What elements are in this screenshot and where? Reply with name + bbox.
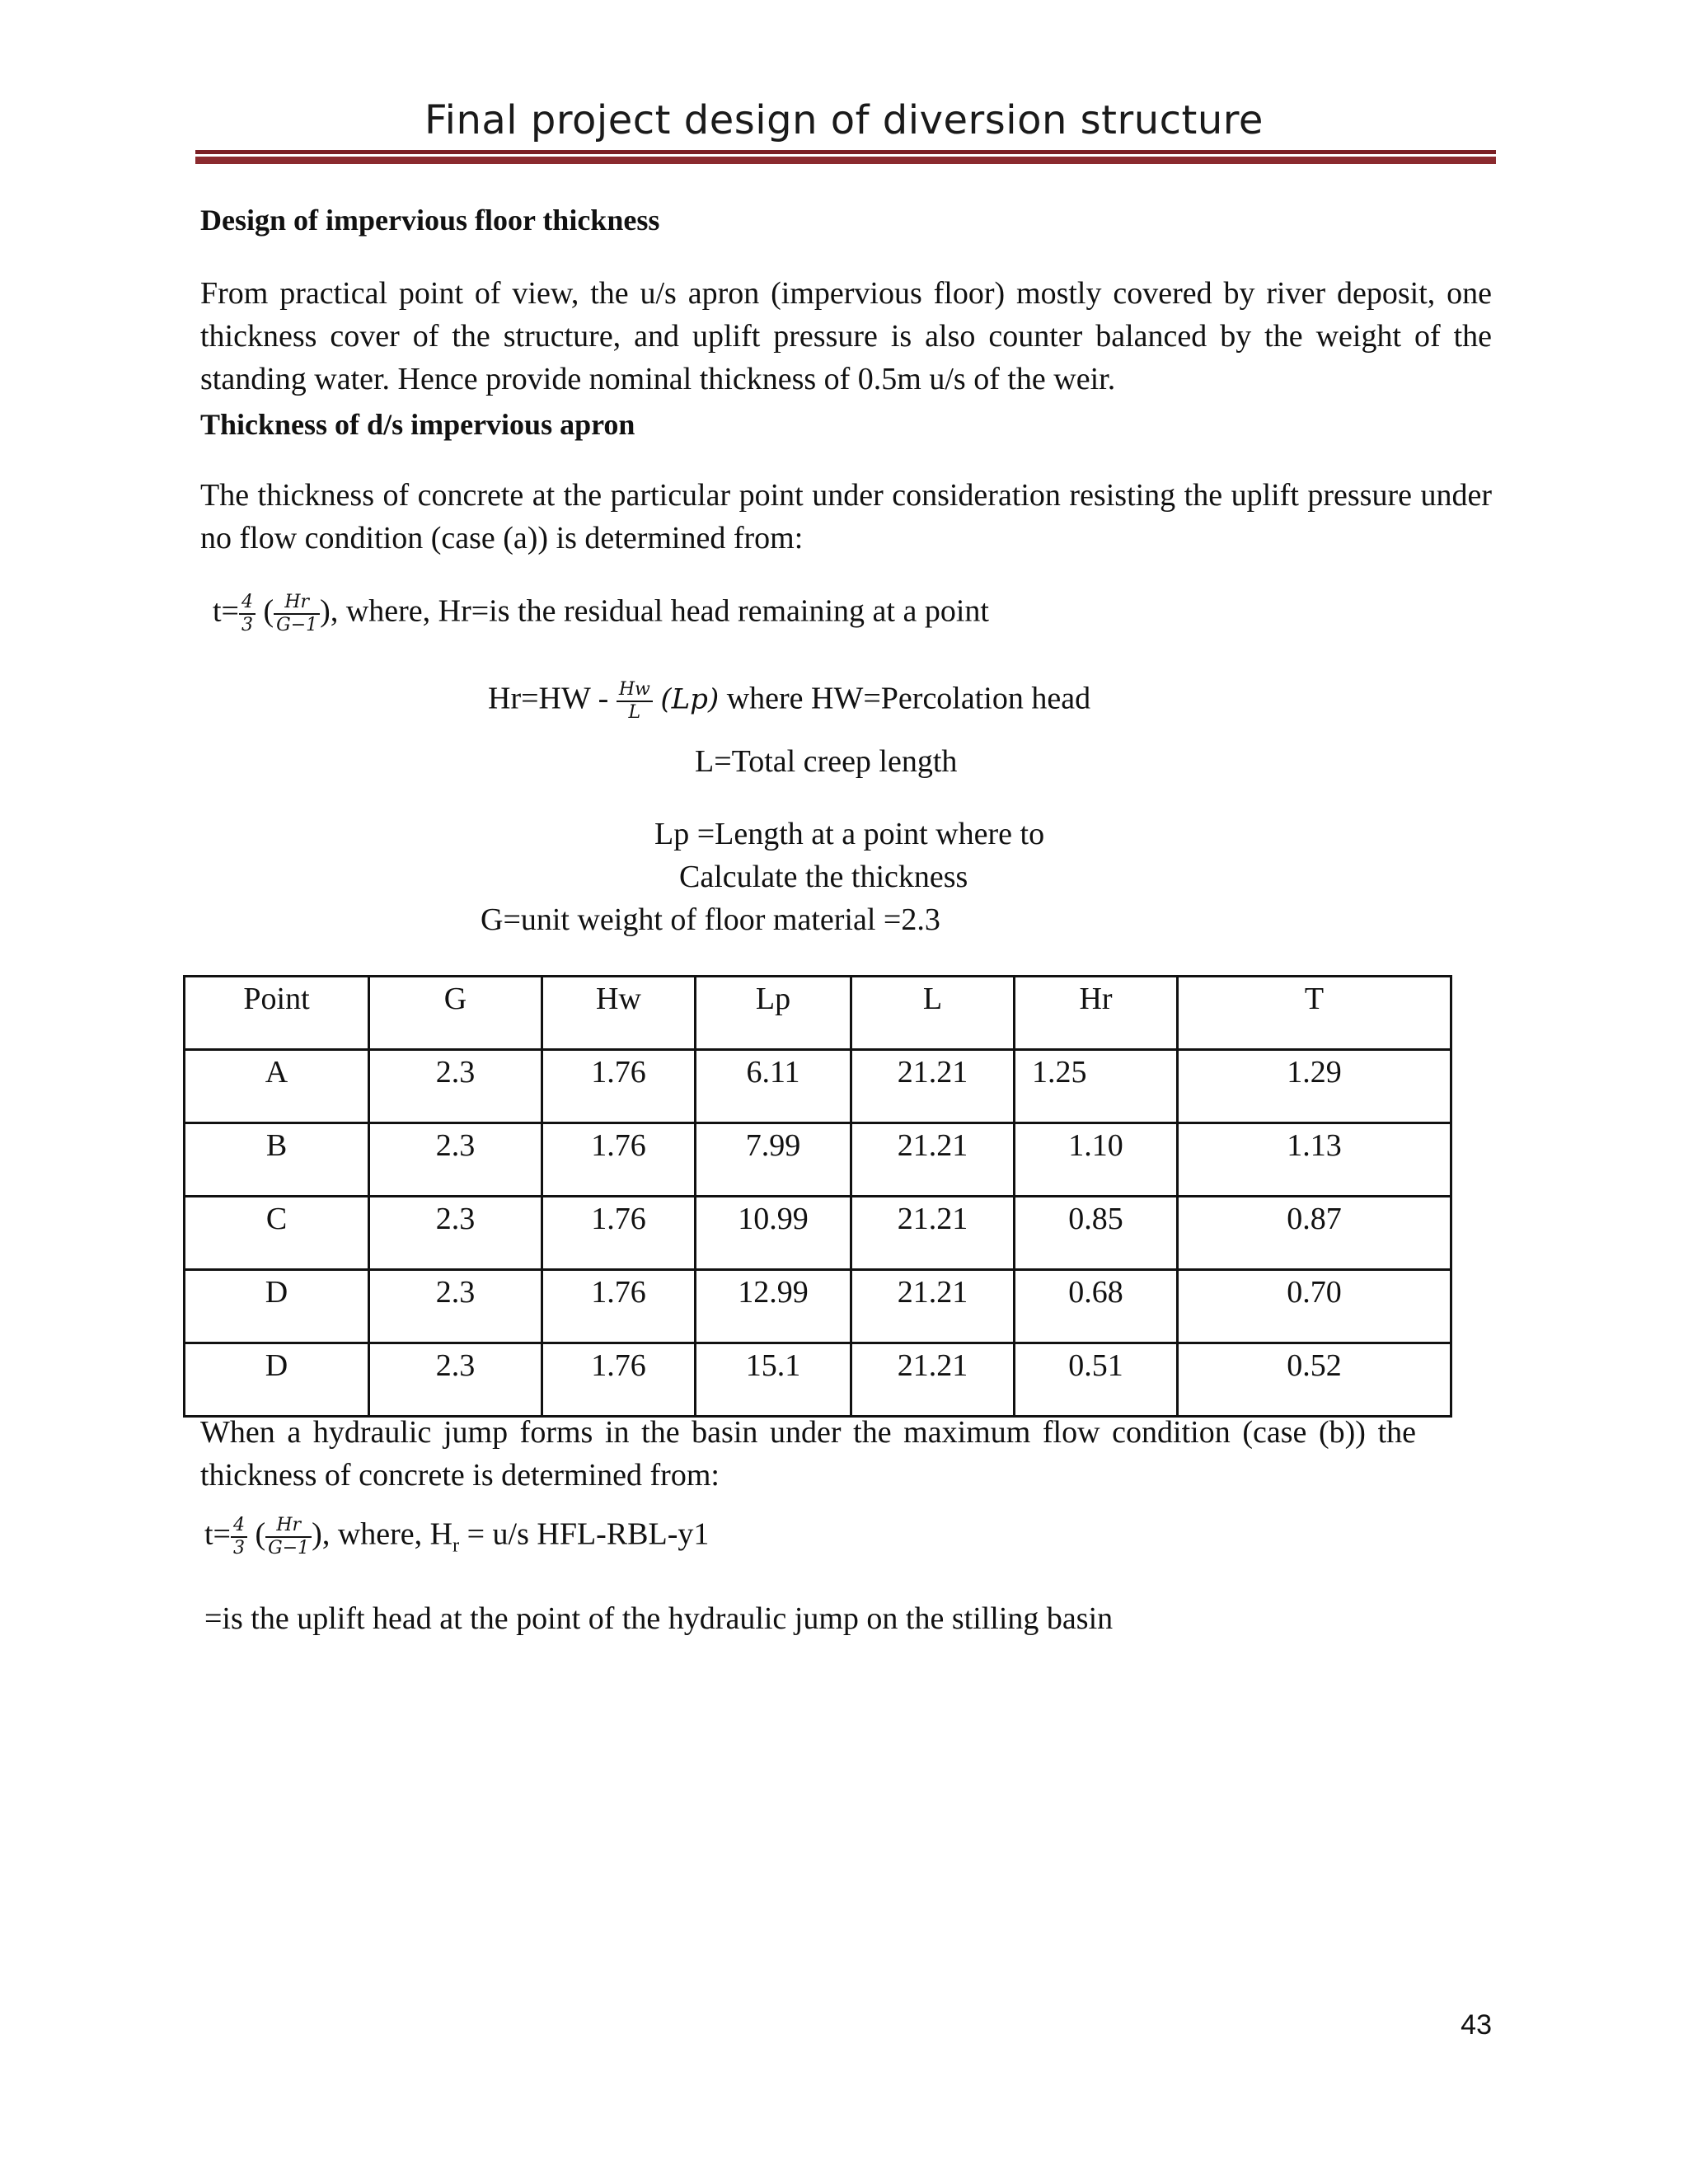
formula-description: ), where, Hr=is the residual head remaining at a point [320,593,989,629]
fraction-hr-over-g: $\frac{Hr}{G-1}$ [274,592,320,636]
table-header-row [185,977,1451,1050]
table-header-cell: Hw [542,977,696,1050]
table-cell: 1.13 [1178,1123,1451,1197]
table-cell: 6.11 [696,1050,851,1123]
table-cell: 0.68 [1015,1270,1178,1343]
table-cell: 0.52 [1178,1343,1451,1417]
formula-description-rest: = u/s HFL-RBL-y1 [459,1516,710,1552]
formula-thickness-case-a: t= $\frac{4}{3}$ ( $\frac{Hr}{G-1}$ ), where, Hr=is the residual head remaining at a point [213,592,989,635]
table-header-cell: Point [185,977,369,1050]
table-cell: 0.51 [1015,1343,1178,1417]
header-rule-thick [195,157,1496,164]
table-cell: D [185,1270,369,1343]
definition-total-creep-length: L=Total creep length [695,744,958,779]
table-cell: 1.76 [542,1270,696,1343]
table-cell: 2.3 [369,1343,542,1417]
definition-unit-weight: G=unit weight of floor material =2.3 [481,902,940,937]
table-cell: B [185,1123,369,1197]
formula-lp-term: (Lp) [660,682,720,716]
subscript-r: r [452,1535,460,1557]
header-rule-thin [195,150,1496,154]
table-cell: C [185,1197,369,1270]
table-row [185,1123,1451,1197]
table-cell: 1.25 [1015,1050,1178,1123]
table-row [185,1343,1451,1417]
formula-description: ), where, H [312,1516,453,1552]
table-cell: 1.29 [1178,1050,1451,1123]
table-cell: 2.3 [369,1123,542,1197]
thickness-table [183,975,1452,1418]
table-header-cell: Lp [696,977,851,1050]
paragraph-practical-view: From practical point of view, the u/s apron (impervious floor) mostly covered by river deposit, one thickness cover of the structure, and uplift pressure is also counter balanced by the weight of the standing water. Hence provide nominal thickness of 0.5m u/s of the weir. [200,276,1492,396]
fraction-four-thirds: $\frac{4}{3}$ [231,1515,247,1559]
table-row [185,1270,1451,1343]
table-cell: 1.76 [542,1197,696,1270]
definition-lp-line1: Lp =Length at a point where to [654,817,1045,851]
table-header-cell: L [851,977,1015,1050]
table-header-cell: G [369,977,542,1050]
table-cell: 1.10 [1015,1123,1178,1197]
table-cell: 1.76 [542,1343,696,1417]
note-uplift-head: =is the uplift head at the point of the hydraulic jump on the stilling basin [204,1601,1114,1636]
table-cell: 21.21 [851,1050,1015,1123]
table-cell: 0.87 [1178,1197,1451,1270]
fraction-hr-over-g: $\frac{Hr}{G-1}$ [265,1515,312,1559]
table-cell: 2.3 [369,1197,542,1270]
table-cell: 2.3 [369,1270,542,1343]
table-cell: 1.76 [542,1050,696,1123]
table-cell: 2.3 [369,1050,542,1123]
definition-lp-line2: Calculate the thickness [679,860,968,894]
formula-thickness-case-b: t= $\frac{4}{3}$ ( $\frac{Hr}{G-1}$ ), where, $H_r = u/s$ HFL-RBL-y1 [204,1515,710,1558]
fraction-hw-over-l: $\frac{Hw}{L}$ [617,679,653,724]
page-header-title: Final project design of diversion structure [424,97,1264,143]
table-cell: 0.85 [1015,1197,1178,1270]
fraction-four-thirds: $\frac{4}{3}$ [239,592,256,636]
table-header-cell: T [1178,977,1451,1050]
table-cell: 21.21 [851,1123,1015,1197]
table-header-cell: Hr [1015,977,1178,1050]
table-cell: 7.99 [696,1123,851,1197]
table-cell: 12.99 [696,1270,851,1343]
formula-lhs: t= [204,1516,231,1552]
formula-description: where HW=Percolation head [726,681,1091,716]
table-row [185,1197,1451,1270]
paragraph-no-flow-condition: The thickness of concrete at the particular point under consideration resisting the uplift pressure under no flow condition (case (a)) is determined from: [200,478,1492,555]
paragraph-hydraulic-jump: When a hydraulic jump forms in the basin under the maximum flow condition (case (b)) the thickness of concrete is determined from: [200,1415,1416,1493]
table-cell: 21.21 [851,1270,1015,1343]
section-heading-impervious-floor: Design of impervious floor thickness [200,204,660,237]
table-cell: 1.76 [542,1123,696,1197]
formula-residual-head [488,679,1090,724]
table-cell: D [185,1343,369,1417]
table-cell: 21.21 [851,1197,1015,1270]
table-cell: 10.99 [696,1197,851,1270]
table-row [185,1050,1451,1123]
table-cell: 15.1 [696,1343,851,1417]
formula-lhs: Hr=HW - [488,681,609,716]
table-cell: A [185,1050,369,1123]
section-heading-ds-apron: Thickness of d/s impervious apron [200,408,635,441]
formula-lhs: t= [213,593,239,629]
table-cell: 21.21 [851,1343,1015,1417]
page-number: 43 [1461,2009,1492,2041]
table-cell: 0.70 [1178,1270,1451,1343]
